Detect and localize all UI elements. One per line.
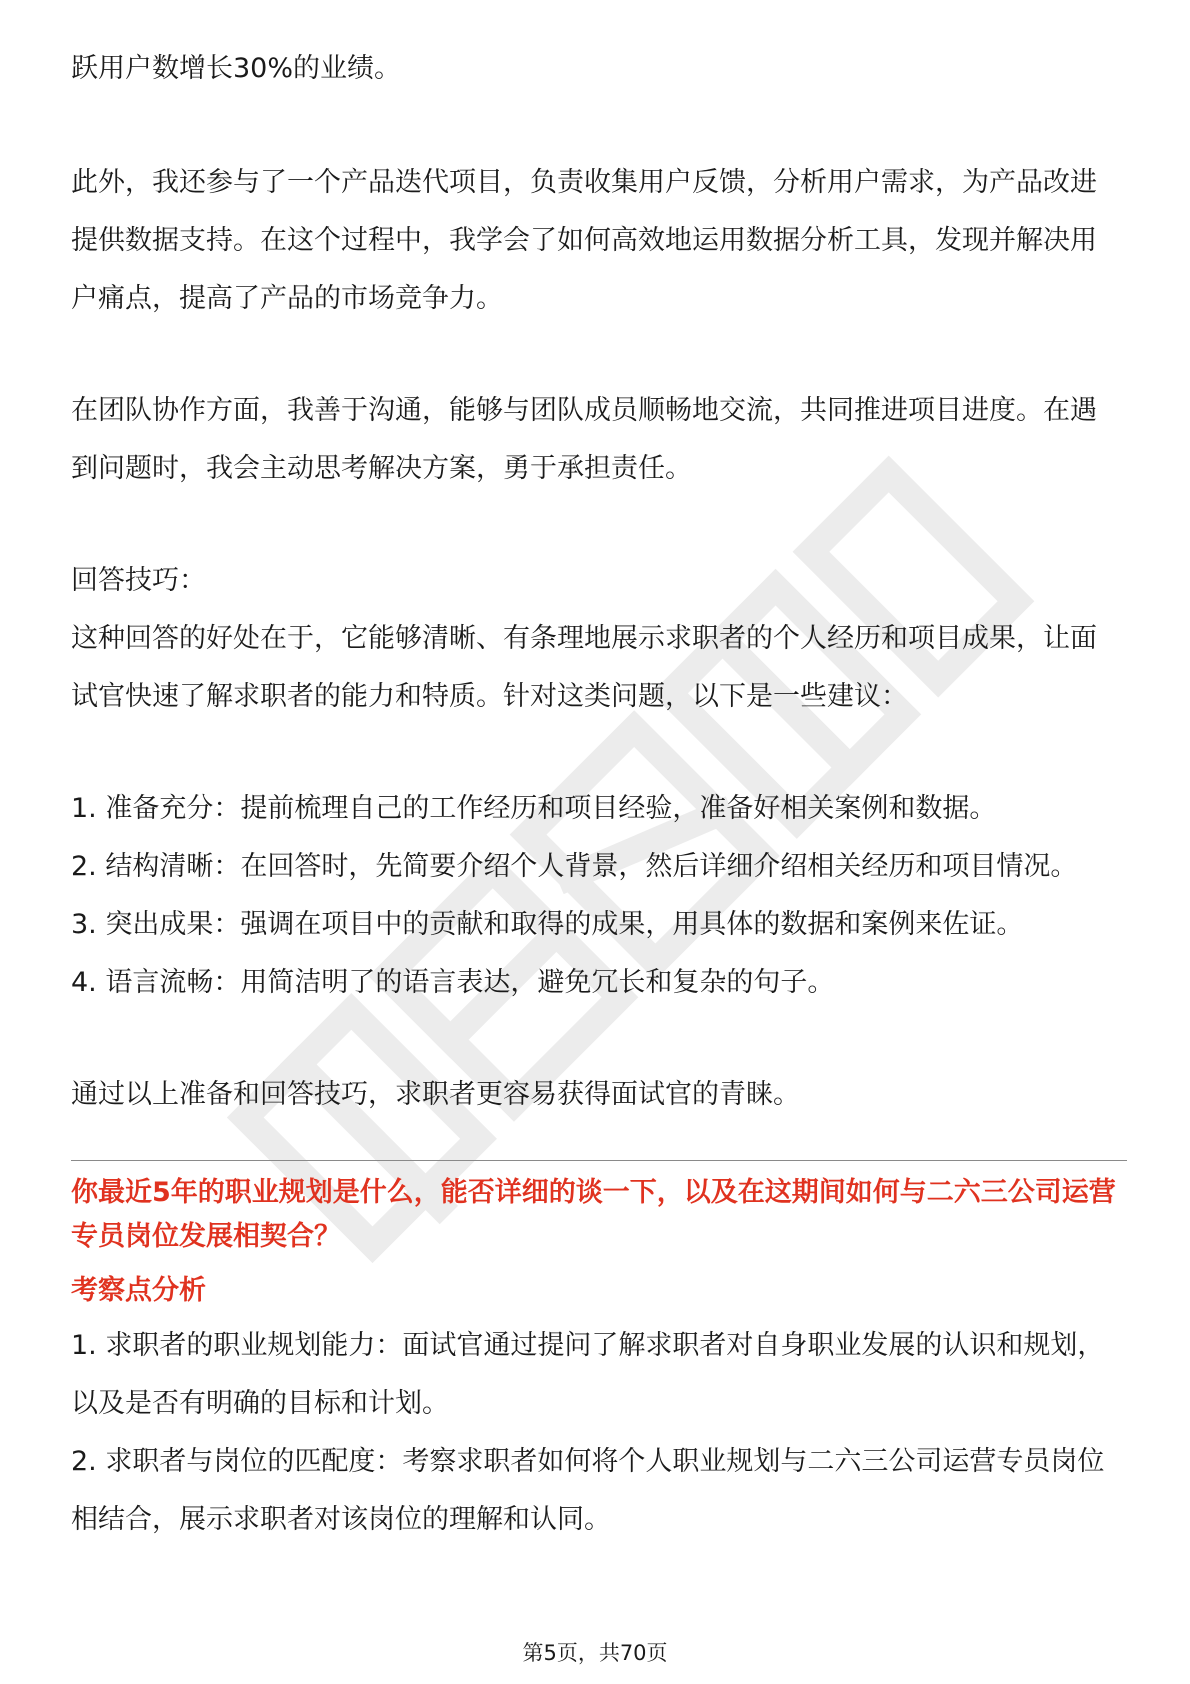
- analysis-heading: 考察点分析: [71, 1275, 206, 1306]
- conclusion-paragraph: 通过以上准备和回答技巧，求职者更容易获得面试官的青睐。: [71, 1079, 800, 1110]
- tip-item: 4. 语言流畅：用简洁明了的语言表达，避免冗长和复杂的句子。: [71, 967, 835, 998]
- tips-label: 回答技巧：: [71, 565, 206, 596]
- tip-item: 2. 结构清晰：在回答时，先简要介绍个人背景，然后详细介绍相关经历和项目情况。: [71, 851, 1078, 882]
- tip-item: 3. 突出成果：强调在项目中的贡献和取得的成果，用具体的数据和案例来佐证。: [71, 909, 1024, 940]
- analysis-point: 2. 求职者与岗位的匹配度：考察求职者如何将个人职业规划与二六三公司运营专员岗位相结合，展示求职者对该岗位的理解和认同。: [71, 1446, 1105, 1535]
- tip-item: 1. 准备充分：提前梳理自己的工作经历和项目经验，准备好相关案例和数据。: [71, 793, 997, 824]
- paragraph-continuation: 跃用户数增长30%的业绩。: [71, 53, 402, 84]
- paragraph-project: 此外，我还参与了一个产品迭代项目，负责收集用户反馈，分析用户需求，为产品改进提供数据支持。在这个过程中，我学会了如何高效地运用数据分析工具，发现并解决用户痛点，提高了产品的市场竞争力。: [71, 167, 1097, 314]
- tips-intro: 这种回答的好处在于，它能够清晰、有条理地展示求职者的个人经历和项目成果，让面试官快速了解求职者的能力和特质。针对这类问题，以下是一些建议：: [71, 623, 1097, 712]
- analysis-point: 1. 求职者的职业规划能力：面试官通过提问了解求职者对自身职业发展的认识和规划，以及是否有明确的目标和计划。: [71, 1330, 1105, 1419]
- section-divider: [71, 1160, 1127, 1161]
- interview-question: 你最近5年的职业规划是什么，能否详细的谈一下，以及在这期间如何与二六三公司运营专员岗位发展相契合？: [71, 1177, 1116, 1252]
- main-content: [71, 40, 1121, 1549]
- paragraph-teamwork: 在团队协作方面，我善于沟通，能够与团队成员顺畅地交流，共同推进项目进度。在遇到问题时，我会主动思考解决方案，勇于承担责任。: [71, 395, 1097, 484]
- page-number: 第5页，共70页: [522, 1641, 668, 1665]
